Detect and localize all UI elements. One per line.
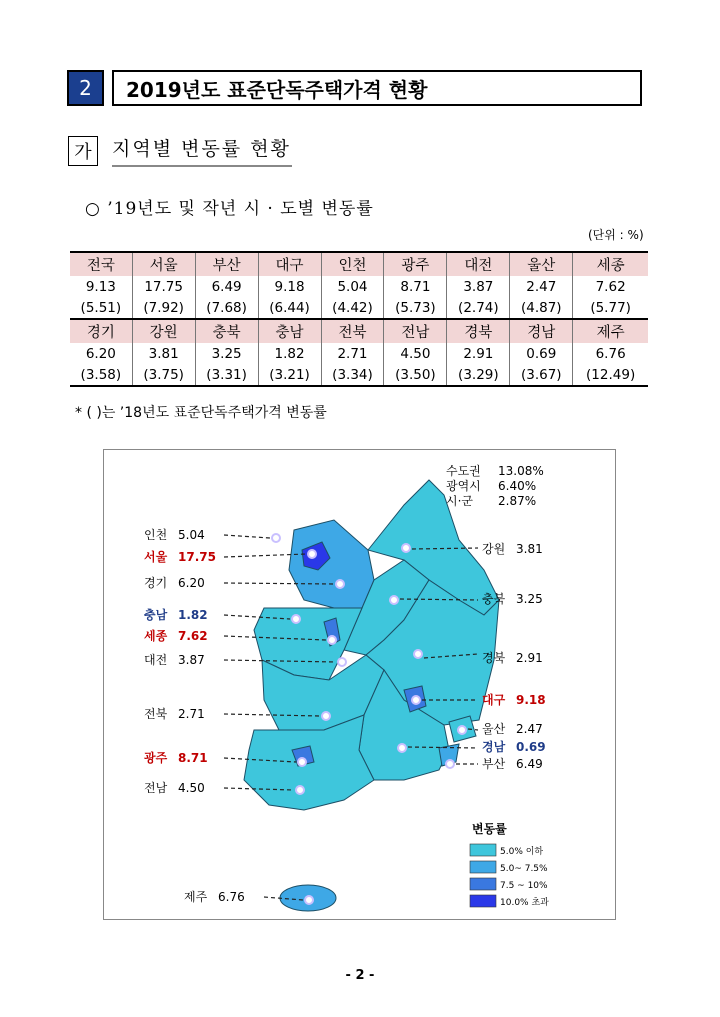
rate-2018-row — [70, 364, 648, 386]
table-cell: 광주 — [384, 252, 447, 276]
table-cell: 9.13 — [85, 278, 116, 295]
table-cell: 6.49 — [195, 276, 258, 297]
table-cell: 경기 — [70, 319, 132, 343]
callout-leader — [224, 535, 270, 538]
callout-value: 3.87 — [178, 653, 205, 667]
callout-region: 서울 — [144, 550, 168, 564]
callout-marker — [292, 615, 300, 623]
callout-region: 경북 — [482, 651, 506, 665]
legend-label: 5.0% 이하 — [500, 847, 544, 857]
legend-swatch — [470, 861, 496, 873]
callout-value: 6.20 — [178, 576, 205, 590]
callout-value: 2.91 — [516, 651, 543, 665]
region-header-row — [70, 319, 648, 343]
callout-region: 세종 — [144, 629, 168, 643]
callout-value: 6.76 — [218, 890, 245, 904]
summary-value: 13.08% — [498, 464, 544, 478]
callout-marker — [338, 658, 346, 666]
callout-marker — [336, 580, 344, 588]
legend-title: 변동률 — [472, 822, 507, 836]
callout-region: 강원 — [482, 542, 506, 556]
callout-marker — [328, 636, 336, 644]
callout-marker — [298, 758, 306, 766]
callout-value: 6.49 — [516, 757, 543, 771]
table-cell: (3.50) — [384, 364, 447, 386]
unit-label: (단위 : %) — [588, 228, 644, 242]
section-header — [67, 70, 642, 106]
table-cell: (3.67) — [510, 364, 573, 386]
table-cell: 울산 — [510, 252, 573, 276]
callout-marker — [402, 544, 410, 552]
callout-value: 3.81 — [516, 542, 543, 556]
table-cell: 3.87 — [447, 276, 510, 297]
table-cell: 대구 — [258, 252, 321, 276]
callout-value: 3.25 — [516, 592, 543, 606]
callout-marker — [296, 786, 304, 794]
table-cell: 대전 — [447, 252, 510, 276]
legend-swatch — [470, 895, 496, 907]
table-cell: 5.04 — [321, 276, 384, 297]
table-cell: 충남 — [258, 319, 321, 343]
callout-region: 충북 — [482, 592, 506, 606]
table-cell: 강원 — [132, 319, 195, 343]
callout-region: 전남 — [144, 781, 168, 795]
callout-region: 인천 — [144, 528, 168, 542]
callout-region: 광주 — [144, 751, 168, 765]
bullet-heading: ○ ’19년도 및 작년 시 · 도별 변동률 — [85, 199, 374, 219]
table-cell: 6.20 — [85, 345, 116, 362]
callout-marker — [414, 650, 422, 658]
summary-label: 시·군 — [446, 494, 473, 508]
legend-label: 10.0% 초과 — [500, 898, 549, 908]
table-cell: 3.25 — [195, 343, 258, 364]
table-cell: (4.42) — [321, 297, 384, 319]
summary-value: 2.87% — [498, 494, 537, 508]
callout-marker — [412, 696, 420, 704]
callout-region: 대구 — [482, 693, 506, 707]
callout-marker — [272, 534, 280, 542]
callout-value: 1.82 — [178, 608, 208, 622]
region-gyeonggi-shape — [289, 520, 374, 608]
callout-value: 9.18 — [516, 693, 546, 707]
callout-marker — [305, 896, 313, 904]
map-summary — [446, 463, 544, 508]
callout-region: 경기 — [144, 576, 168, 590]
rates-table — [70, 251, 648, 387]
table-cell: (6.44) — [258, 297, 321, 319]
table-cell: 2.47 — [510, 276, 573, 297]
table-cell: (2.74) — [447, 297, 510, 319]
callout-value: 5.04 — [178, 528, 205, 542]
map-callout — [144, 527, 280, 542]
table-cell: 충북 — [195, 319, 258, 343]
callout-marker — [398, 744, 406, 752]
table-cell: (3.34) — [321, 364, 384, 386]
summary-value: 6.40% — [498, 479, 537, 493]
table-cell: (5.51) — [80, 299, 122, 316]
table-cell: (3.29) — [447, 364, 510, 386]
summary-label: 광역시 — [446, 479, 481, 493]
callout-marker — [446, 760, 454, 768]
rate-2019-row — [70, 343, 648, 364]
table-cell: (7.68) — [195, 297, 258, 319]
korea-map — [104, 450, 615, 919]
table-cell: 17.75 — [132, 276, 195, 297]
legend-label: 5.0~ 7.5% — [500, 864, 548, 874]
subsection-header — [68, 134, 292, 167]
table-cell: 4.50 — [384, 343, 447, 364]
callout-region: 부산 — [482, 757, 506, 771]
table-cell: 1.82 — [258, 343, 321, 364]
page-number: - 2 - — [345, 968, 375, 983]
callout-marker — [390, 596, 398, 604]
table-cell: 전북 — [321, 319, 384, 343]
callout-region: 제주 — [184, 890, 208, 904]
table-cell: 9.18 — [258, 276, 321, 297]
table-cell: 0.69 — [510, 343, 573, 364]
table-cell: 7.62 — [573, 276, 648, 297]
region-header-row — [70, 252, 648, 276]
table-cell: 경북 — [447, 319, 510, 343]
callout-value: 4.50 — [178, 781, 205, 795]
table-cell: 경남 — [510, 319, 573, 343]
table-cell: 제주 — [573, 319, 648, 343]
callout-value: 17.75 — [178, 550, 216, 564]
table-cell: (5.77) — [573, 297, 648, 319]
callout-region: 충남 — [144, 608, 168, 622]
rate-2018-row — [70, 297, 648, 319]
table-cell: 서울 — [132, 252, 195, 276]
footnote: * ( )는 ’18년도 표준단독주택가격 변동률 — [75, 405, 327, 421]
table-cell: 8.71 — [384, 276, 447, 297]
section-title: 2019년도 표준단독주택가격 현황 — [112, 70, 642, 106]
table-cell: (3.31) — [195, 364, 258, 386]
callout-value: 7.62 — [178, 629, 208, 643]
table-cell: (3.58) — [70, 364, 132, 386]
callout-marker — [458, 726, 466, 734]
legend-swatch — [470, 844, 496, 856]
legend-label: 7.5 ~ 10% — [500, 881, 548, 891]
map-frame — [103, 449, 616, 920]
callout-value: 0.69 — [516, 740, 546, 754]
table-cell: 부산 — [195, 252, 258, 276]
section-number: 2 — [67, 70, 104, 106]
map-land — [244, 480, 499, 911]
table-cell: 인천 — [321, 252, 384, 276]
callout-marker — [322, 712, 330, 720]
rate-2019-row — [70, 276, 648, 297]
subsection-marker: 가 — [68, 136, 98, 166]
table-cell: 3.81 — [132, 343, 195, 364]
callout-marker — [308, 550, 316, 558]
callout-region: 경남 — [482, 740, 506, 754]
callout-value: 2.47 — [516, 722, 543, 736]
table-cell: (12.49) — [573, 364, 648, 386]
callout-value: 2.71 — [178, 707, 205, 721]
table-cell: (7.92) — [132, 297, 195, 319]
table-cell: (3.21) — [258, 364, 321, 386]
table-cell: 6.76 — [573, 343, 648, 364]
table-cell: (4.87) — [510, 297, 573, 319]
table-cell: 전남 — [384, 319, 447, 343]
table-cell: 2.91 — [447, 343, 510, 364]
table-cell: (5.73) — [384, 297, 447, 319]
map-legend — [470, 821, 549, 908]
map-callout — [446, 756, 543, 771]
callout-region: 울산 — [482, 722, 506, 736]
callout-region: 전북 — [144, 707, 168, 721]
callout-region: 대전 — [144, 653, 168, 667]
summary-label: 수도권 — [446, 464, 481, 478]
legend-swatch — [470, 878, 496, 890]
table-cell: 전국 — [70, 252, 132, 276]
table-cell: (3.75) — [132, 364, 195, 386]
subsection-title: 지역별 변동률 현황 — [112, 134, 292, 167]
table-cell: 2.71 — [321, 343, 384, 364]
callout-value: 8.71 — [178, 751, 208, 765]
table-cell: 세종 — [573, 252, 648, 276]
